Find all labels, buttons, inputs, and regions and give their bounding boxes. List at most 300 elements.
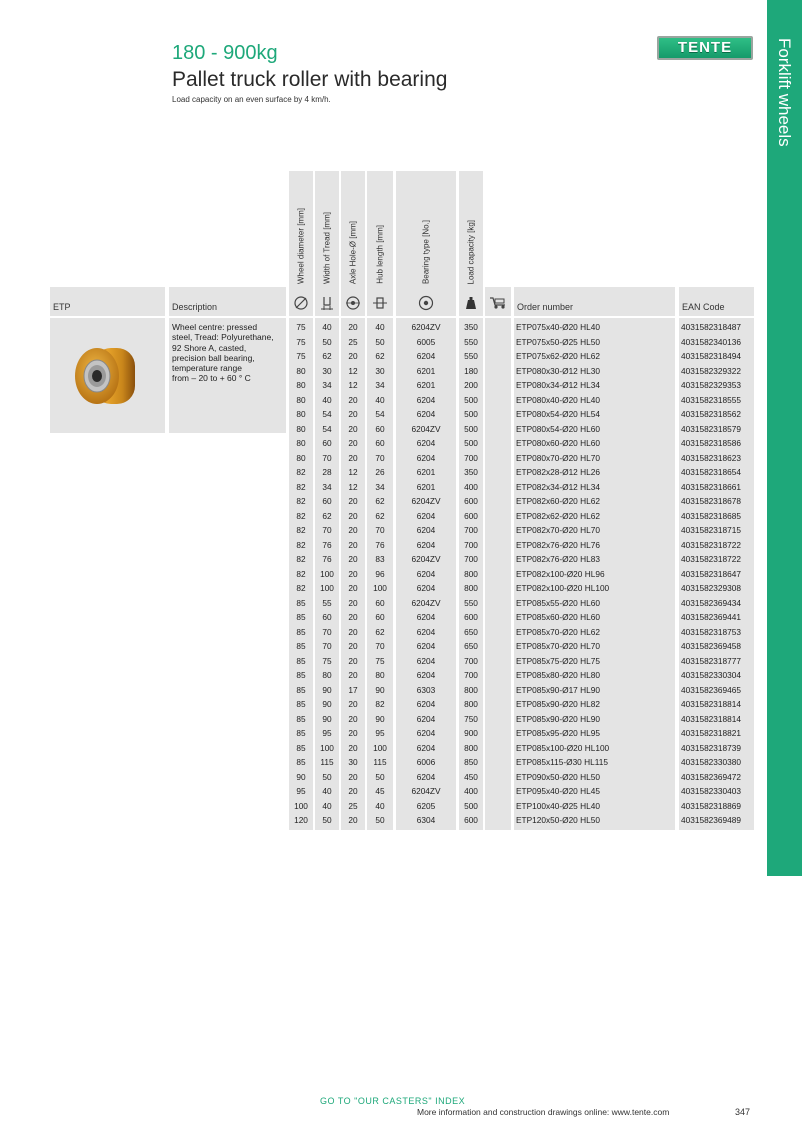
- table-row: [0, 683, 767, 698]
- cell-bearing-type: 6204ZV: [411, 496, 441, 506]
- cell-order-number: ETP075x62-Ø20 HL62: [516, 351, 600, 361]
- cell-load-capacity: 550: [464, 597, 478, 608]
- footer-info: More information and construction drawings online: www.tente.com: [417, 1107, 670, 1117]
- cell-ean-code: 4031582318814: [681, 713, 741, 724]
- cell-ean-code: 4031582330304: [681, 670, 741, 680]
- casters-index-link[interactable]: GO TO "OUR CASTERS" INDEX: [320, 1096, 466, 1106]
- wheel-diameter-icon: [293, 295, 309, 311]
- cell-order-number: ETP080x54-Ø20 HL60: [516, 423, 600, 434]
- cell-hub-length: 45: [375, 786, 385, 796]
- col-label-bearing-type: Bearing type [No.]: [421, 219, 431, 284]
- cell-width-tread: 40: [322, 322, 332, 332]
- cell-load-capacity: 600: [464, 612, 478, 622]
- cell-hub-length: 83: [375, 554, 385, 564]
- table-row: [0, 567, 767, 582]
- cell-wheel-diameter: 95: [296, 786, 306, 796]
- table-row: [0, 422, 767, 437]
- cell-order-number: ETP080x60-Ø20 HL60: [516, 438, 600, 448]
- cell-load-capacity: 550: [464, 336, 478, 347]
- cell-hub-length: 62: [375, 626, 385, 637]
- cell-load-capacity: 700: [464, 670, 478, 680]
- cell-bearing-type: 6303: [416, 684, 436, 695]
- description-line: from – 20 to + 60 ° C: [172, 373, 251, 384]
- cell-load-capacity: 180: [464, 365, 478, 376]
- cell-bearing-type: 6005: [416, 336, 436, 347]
- cell-bearing-type: 6204: [416, 452, 436, 463]
- cell-bearing-type: 6201: [416, 365, 436, 376]
- cell-order-number: ETP082x100-Ø20 HL96: [516, 568, 605, 579]
- page-title: Pallet truck roller with bearing: [172, 68, 448, 91]
- cell-order-number: ETP082x60-Ø20 HL62: [516, 496, 600, 506]
- col-label-description: Description: [172, 302, 218, 312]
- cell-load-capacity: 350: [464, 467, 478, 477]
- cell-order-number: ETP085x100-Ø20 HL100: [516, 742, 610, 753]
- cell-wheel-diameter: 82: [296, 510, 306, 521]
- cell-axle-hole: 20: [348, 713, 358, 724]
- col-label-hub-length: Hub length [mm]: [375, 225, 385, 284]
- cell-hub-length: 90: [375, 684, 385, 695]
- cell-axle-hole: 20: [348, 728, 358, 738]
- col-label-load-capacity: Load capacity [kg]: [466, 219, 476, 284]
- cell-hub-length: 100: [373, 742, 387, 753]
- cell-bearing-type: 6304: [416, 815, 436, 825]
- cell-width-tread: 70: [322, 641, 332, 651]
- cell-order-number: ETP085x115-Ø30 HL115: [516, 757, 608, 767]
- cell-width-tread: 50: [322, 771, 332, 782]
- col-header-description: [169, 287, 286, 316]
- table-row: [0, 320, 767, 335]
- cell-bearing-type: 6204: [416, 641, 436, 651]
- cell-width-tread: 50: [322, 336, 332, 347]
- cell-load-capacity: 500: [464, 438, 478, 448]
- table-row: [0, 755, 767, 770]
- cell-hub-length: 82: [375, 699, 385, 709]
- cell-order-number: ETP085x90-Ø20 HL90: [516, 713, 600, 724]
- side-tab-label: Forklift wheels: [775, 38, 794, 147]
- cell-order-number: ETP082x100-Ø20 HL100: [516, 583, 610, 593]
- cell-order-number: ETP120x50-Ø20 HL50: [516, 815, 600, 825]
- cell-axle-hole: 20: [348, 655, 358, 666]
- cell-hub-length: 54: [375, 409, 385, 419]
- cell-order-number: ETP080x54-Ø20 HL54: [516, 409, 600, 419]
- cell-ean-code: 4031582329322: [681, 365, 741, 376]
- cell-ean-code: 4031582369458: [681, 641, 741, 651]
- cell-order-number: ETP082x76-Ø20 HL76: [516, 539, 600, 550]
- cell-width-tread: 54: [322, 409, 332, 419]
- cell-order-number: ETP090x50-Ø20 HL50: [516, 771, 600, 782]
- cell-load-capacity: 850: [464, 757, 478, 767]
- cell-axle-hole: 30: [348, 757, 358, 767]
- cell-axle-hole: 20: [348, 539, 358, 550]
- col-header-axle-hole: [341, 171, 365, 287]
- cell-load-capacity: 700: [464, 525, 478, 535]
- cell-wheel-diameter: 82: [296, 568, 306, 579]
- cell-wheel-diameter: 85: [296, 713, 306, 724]
- cell-hub-length: 60: [375, 612, 385, 622]
- cell-ean-code: 4031582340136: [681, 336, 741, 347]
- table-row: [0, 523, 767, 538]
- cell-bearing-type: 6204: [416, 394, 436, 405]
- cell-hub-length: 95: [375, 728, 385, 738]
- side-tab[interactable]: [767, 0, 802, 876]
- cell-ean-code: 4031582318555: [681, 394, 741, 405]
- cell-width-tread: 34: [322, 380, 332, 390]
- cell-axle-hole: 17: [348, 684, 358, 695]
- cell-axle-hole: 20: [348, 409, 358, 419]
- table-row: [0, 552, 767, 567]
- table-row: [0, 668, 767, 683]
- cell-width-tread: 50: [322, 815, 332, 825]
- cell-axle-hole: 20: [348, 786, 358, 796]
- col-icon-cell-bearing-type: [396, 287, 456, 316]
- cell-load-capacity: 700: [464, 539, 478, 550]
- cell-bearing-type: 6204: [416, 539, 436, 550]
- cell-axle-hole: 20: [348, 554, 358, 564]
- cell-axle-hole: 20: [348, 438, 358, 448]
- cell-hub-length: 62: [375, 496, 385, 506]
- cell-wheel-diameter: 85: [296, 757, 306, 767]
- cell-axle-hole: 20: [348, 742, 358, 753]
- table-row: [0, 813, 767, 828]
- cell-ean-code: 4031582318814: [681, 699, 741, 709]
- cell-width-tread: 75: [322, 655, 332, 666]
- table-row: [0, 654, 767, 669]
- table-row: [0, 407, 767, 422]
- cell-bearing-type: 6204: [416, 699, 436, 709]
- cell-ean-code: 4031582318586: [681, 438, 741, 448]
- cell-hub-length: 40: [375, 800, 385, 811]
- cell-hub-length: 30: [375, 365, 385, 376]
- page-subtitle: Load capacity on an even surface by 4 km/h.: [172, 95, 331, 104]
- col-header-ean-code: [679, 287, 754, 316]
- table-row: [0, 697, 767, 712]
- cell-bearing-type: 6204: [416, 409, 436, 419]
- cell-bearing-type: 6201: [416, 467, 436, 477]
- cell-ean-code: 4031582318715: [681, 525, 741, 535]
- cell-width-tread: 90: [322, 699, 332, 709]
- cell-width-tread: 34: [322, 481, 332, 492]
- table-row: [0, 784, 767, 799]
- cell-axle-hole: 20: [348, 583, 358, 593]
- cell-width-tread: 60: [322, 438, 332, 448]
- cell-wheel-diameter: 100: [294, 800, 308, 811]
- cell-width-tread: 100: [320, 568, 334, 579]
- weight-icon: [463, 295, 479, 311]
- cell-load-capacity: 700: [464, 554, 478, 564]
- cell-bearing-type: 6204: [416, 771, 436, 782]
- cell-axle-hole: 20: [348, 394, 358, 405]
- cell-load-capacity: 500: [464, 409, 478, 419]
- table-row: [0, 451, 767, 466]
- cell-ean-code: 4031582318722: [681, 539, 741, 550]
- cell-load-capacity: 900: [464, 728, 478, 738]
- cell-axle-hole: 25: [348, 336, 358, 347]
- cell-hub-length: 50: [375, 771, 385, 782]
- cell-order-number: ETP082x70-Ø20 HL70: [516, 525, 600, 535]
- description-line: steel, Tread: Polyurethane,: [172, 332, 274, 343]
- cell-order-number: ETP100x40-Ø25 HL40: [516, 800, 600, 811]
- cell-bearing-type: 6204: [416, 583, 436, 593]
- table-row: [0, 335, 767, 350]
- table-row: [0, 436, 767, 451]
- cell-load-capacity: 500: [464, 423, 478, 434]
- cell-load-capacity: 650: [464, 641, 478, 651]
- cell-width-tread: 62: [322, 510, 332, 521]
- cell-wheel-diameter: 120: [294, 815, 308, 825]
- cell-ean-code: 4031582318777: [681, 655, 741, 666]
- cell-order-number: ETP085x55-Ø20 HL60: [516, 597, 600, 608]
- cell-bearing-type: 6204: [416, 742, 436, 753]
- cell-wheel-diameter: 85: [296, 612, 306, 622]
- cell-bearing-type: 6006: [416, 757, 436, 767]
- table-row: [0, 596, 767, 611]
- hub-length-icon: [372, 295, 388, 311]
- cell-order-number: ETP080x34-Ø12 HL34: [516, 380, 600, 390]
- cell-bearing-type: 6201: [416, 481, 436, 492]
- cell-width-tread: 40: [322, 800, 332, 811]
- cell-width-tread: 76: [322, 554, 332, 564]
- cell-hub-length: 50: [375, 336, 385, 347]
- cell-order-number: ETP085x60-Ø20 HL60: [516, 612, 600, 622]
- cell-hub-length: 34: [375, 380, 385, 390]
- cell-axle-hole: 20: [348, 423, 358, 434]
- cell-hub-length: 70: [375, 525, 385, 535]
- cell-bearing-type: 6204: [416, 670, 436, 680]
- cell-hub-length: 26: [375, 467, 385, 477]
- cell-width-tread: 70: [322, 626, 332, 637]
- cell-load-capacity: 800: [464, 684, 478, 695]
- table-row: [0, 393, 767, 408]
- cell-axle-hole: 20: [348, 510, 358, 521]
- cell-ean-code: 4031582318821: [681, 728, 741, 738]
- col-label-etp: ETP: [53, 302, 71, 312]
- cell-wheel-diameter: 75: [296, 351, 306, 361]
- cell-bearing-type: 6204ZV: [411, 554, 441, 564]
- col-icon-cell-axle-hole: [341, 287, 365, 316]
- cell-load-capacity: 800: [464, 699, 478, 709]
- cell-axle-hole: 20: [348, 670, 358, 680]
- cell-bearing-type: 6204: [416, 351, 436, 361]
- cell-axle-hole: 20: [348, 568, 358, 579]
- cell-width-tread: 70: [322, 525, 332, 535]
- cell-load-capacity: 450: [464, 771, 478, 782]
- cell-bearing-type: 6204: [416, 728, 436, 738]
- cell-bearing-type: 6204: [416, 626, 436, 637]
- cell-order-number: ETP080x70-Ø20 HL70: [516, 452, 600, 463]
- description-line: precision ball bearing,: [172, 352, 255, 363]
- table-row: [0, 625, 767, 640]
- cell-axle-hole: 20: [348, 612, 358, 622]
- cell-axle-hole: 20: [348, 815, 358, 825]
- cell-hub-length: 90: [375, 713, 385, 724]
- cell-width-tread: 40: [322, 394, 332, 405]
- cell-bearing-type: 6204: [416, 612, 436, 622]
- tente-logo[interactable]: TENTE: [657, 36, 753, 60]
- cell-ean-code: 4031582329353: [681, 380, 741, 390]
- table-row: [0, 349, 767, 364]
- cell-load-capacity: 750: [464, 713, 478, 724]
- cell-bearing-type: 6201: [416, 380, 436, 390]
- col-icon-cell-width-tread: [315, 287, 339, 316]
- cell-ean-code: 4031582369489: [681, 815, 741, 825]
- cell-wheel-diameter: 80: [296, 394, 306, 405]
- cell-ean-code: 4031582318739: [681, 742, 741, 753]
- cell-order-number: ETP085x95-Ø20 HL95: [516, 728, 600, 738]
- cell-axle-hole: 25: [348, 800, 358, 811]
- table-row: [0, 799, 767, 814]
- cell-wheel-diameter: 82: [296, 539, 306, 550]
- cell-load-capacity: 400: [464, 786, 478, 796]
- cell-order-number: ETP080x30-Ø12 HL30: [516, 365, 600, 376]
- cell-load-capacity: 350: [464, 322, 478, 332]
- table-row: [0, 378, 767, 393]
- cell-width-tread: 55: [322, 597, 332, 608]
- cell-wheel-diameter: 85: [296, 728, 306, 738]
- cell-width-tread: 95: [322, 728, 332, 738]
- col-header-hub-length: [367, 171, 393, 287]
- cell-load-capacity: 600: [464, 496, 478, 506]
- bearing-icon: [418, 295, 434, 311]
- cell-wheel-diameter: 80: [296, 452, 306, 463]
- cell-axle-hole: 20: [348, 351, 358, 361]
- table-row: [0, 741, 767, 756]
- cell-hub-length: 75: [375, 655, 385, 666]
- col-header-load-capacity: [459, 171, 483, 287]
- cell-ean-code: 4031582369441: [681, 612, 741, 622]
- cell-ean-code: 4031582318647: [681, 568, 741, 579]
- table-row: [0, 639, 767, 654]
- cell-load-capacity: 600: [464, 510, 478, 521]
- col-header-width-tread: [315, 171, 339, 287]
- cell-bearing-type: 6204: [416, 568, 436, 579]
- cell-width-tread: 70: [322, 452, 332, 463]
- col-icon-cell-hub-length: [367, 287, 393, 316]
- cell-wheel-diameter: 82: [296, 481, 306, 492]
- col-label-order-number: Order number: [517, 302, 574, 312]
- col-header-bearing-type: [396, 171, 456, 287]
- cell-hub-length: 62: [375, 351, 385, 361]
- cell-wheel-diameter: 85: [296, 670, 306, 680]
- cell-wheel-diameter: 80: [296, 365, 306, 376]
- cell-width-tread: 40: [322, 786, 332, 796]
- cell-bearing-type: 6204ZV: [411, 423, 441, 434]
- cell-order-number: ETP085x75-Ø20 HL75: [516, 655, 600, 666]
- cell-wheel-diameter: 82: [296, 554, 306, 564]
- cell-axle-hole: 20: [348, 699, 358, 709]
- cell-load-capacity: 800: [464, 742, 478, 753]
- cell-width-tread: 90: [322, 713, 332, 724]
- cell-bearing-type: 6204ZV: [411, 597, 441, 608]
- cell-ean-code: 4031582318678: [681, 496, 741, 506]
- col-icon-cell-load-capacity: [459, 287, 483, 316]
- cell-load-capacity: 400: [464, 481, 478, 492]
- cell-width-tread: 28: [322, 467, 332, 477]
- cell-width-tread: 54: [322, 423, 332, 434]
- cell-hub-length: 80: [375, 670, 385, 680]
- table-row: [0, 364, 767, 379]
- col-icon-cell-wheel-diameter: [289, 287, 313, 316]
- cell-load-capacity: 700: [464, 452, 478, 463]
- cell-order-number: ETP085x90-Ø20 HL82: [516, 699, 600, 709]
- cell-width-tread: 76: [322, 539, 332, 550]
- table-row: [0, 726, 767, 741]
- cell-ean-code: 4031582318685: [681, 510, 741, 521]
- cell-ean-code: 4031582330403: [681, 786, 741, 796]
- cell-width-tread: 62: [322, 351, 332, 361]
- table-row: [0, 465, 767, 480]
- cell-hub-length: 100: [373, 583, 387, 593]
- cell-width-tread: 100: [320, 583, 334, 593]
- cell-load-capacity: 800: [464, 568, 478, 579]
- cell-order-number: ETP082x76-Ø20 HL83: [516, 554, 600, 564]
- cell-bearing-type: 6204: [416, 510, 436, 521]
- cell-wheel-diameter: 82: [296, 467, 306, 477]
- cell-wheel-diameter: 80: [296, 438, 306, 448]
- cell-hub-length: 70: [375, 452, 385, 463]
- cell-ean-code: 4031582369472: [681, 771, 741, 782]
- cell-axle-hole: 20: [348, 525, 358, 535]
- cell-wheel-diameter: 82: [296, 583, 306, 593]
- cell-bearing-type: 6204: [416, 525, 436, 535]
- cell-hub-length: 115: [373, 757, 387, 767]
- cell-ean-code: 4031582318494: [681, 351, 741, 361]
- cell-wheel-diameter: 85: [296, 699, 306, 709]
- cell-axle-hole: 12: [348, 365, 358, 376]
- cell-order-number: ETP085x70-Ø20 HL70: [516, 641, 600, 651]
- cell-hub-length: 62: [375, 510, 385, 521]
- col-label-width-tread: Width of Tread [mm]: [322, 211, 332, 284]
- cell-ean-code: 4031582330380: [681, 757, 741, 767]
- cell-load-capacity: 650: [464, 626, 478, 637]
- cell-ean-code: 4031582329308: [681, 583, 741, 593]
- cell-axle-hole: 20: [348, 496, 358, 506]
- cell-hub-length: 60: [375, 438, 385, 448]
- col-label-wheel-diameter: Wheel diameter [mm]: [296, 207, 306, 284]
- table-row: [0, 480, 767, 495]
- cell-order-number: ETP075x40-Ø20 HL40: [516, 322, 600, 332]
- cell-hub-length: 70: [375, 641, 385, 651]
- cell-hub-length: 40: [375, 322, 385, 332]
- cell-wheel-diameter: 85: [296, 684, 306, 695]
- cell-ean-code: 4031582318661: [681, 481, 741, 492]
- cell-axle-hole: 20: [348, 452, 358, 463]
- cell-ean-code: 4031582369465: [681, 684, 741, 695]
- cell-axle-hole: 12: [348, 380, 358, 390]
- cell-width-tread: 80: [322, 670, 332, 680]
- cell-width-tread: 60: [322, 612, 332, 622]
- cell-load-capacity: 500: [464, 394, 478, 405]
- description-line: temperature range: [172, 363, 242, 374]
- cell-wheel-diameter: 85: [296, 597, 306, 608]
- cell-order-number: ETP075x50-Ø25 HL50: [516, 336, 600, 347]
- cell-width-tread: 60: [322, 496, 332, 506]
- col-header-wheel-diameter: [289, 171, 313, 287]
- cell-axle-hole: 20: [348, 597, 358, 608]
- cell-ean-code: 4031582318869: [681, 800, 741, 811]
- cell-axle-hole: 20: [348, 771, 358, 782]
- cell-ean-code: 4031582318487: [681, 322, 741, 332]
- cell-load-capacity: 550: [464, 351, 478, 361]
- cell-order-number: ETP085x80-Ø20 HL80: [516, 670, 600, 680]
- cell-wheel-diameter: 85: [296, 742, 306, 753]
- load-range: 180 - 900kg: [172, 42, 278, 64]
- page-number: 347: [735, 1107, 751, 1117]
- cell-hub-length: 76: [375, 539, 385, 550]
- cell-wheel-diameter: 75: [296, 336, 306, 347]
- cell-bearing-type: 6204ZV: [411, 786, 441, 796]
- col-header-etp: [50, 287, 165, 316]
- cell-wheel-diameter: 90: [296, 771, 306, 782]
